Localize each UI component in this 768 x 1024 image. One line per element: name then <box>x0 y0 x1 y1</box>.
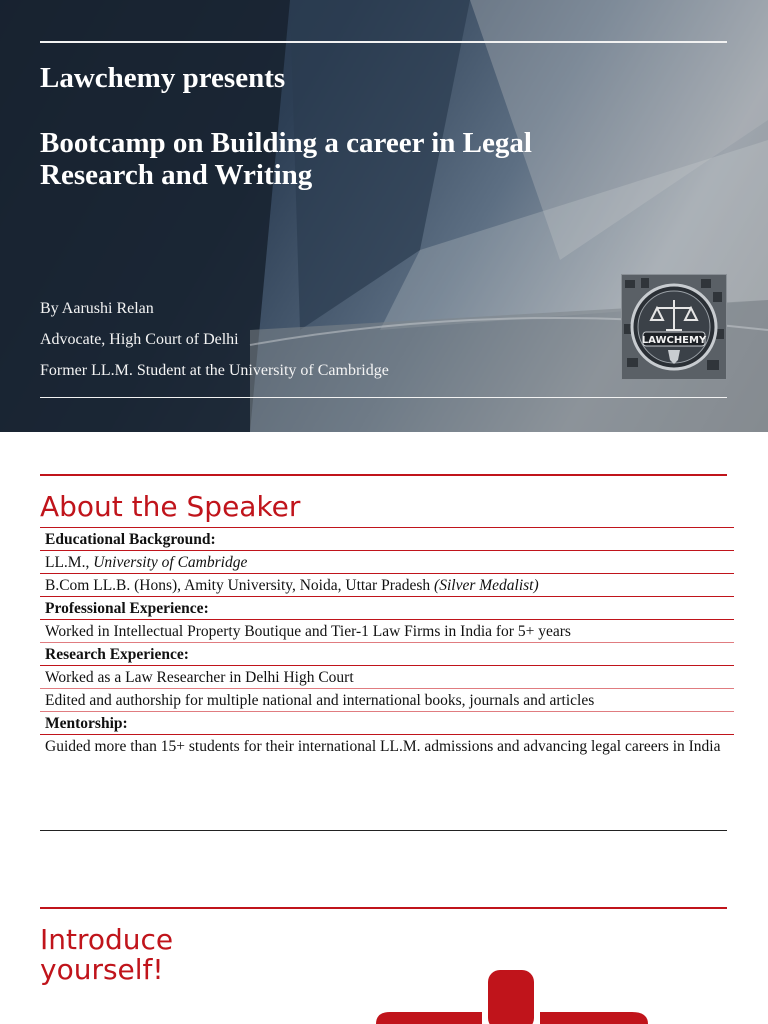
table-row <box>40 620 734 643</box>
mentorship-heading: Mentorship: <box>40 712 734 735</box>
research-heading: Research Experience: <box>40 643 734 666</box>
bootcamp-title-line-2: Research and Writing <box>40 159 313 191</box>
introduce-yourself-heading <box>40 925 173 985</box>
table-row <box>40 712 734 735</box>
table-row <box>40 574 734 597</box>
speaker-former: Former LL.M. Student at the University of Cambridge <box>40 362 389 379</box>
about-top-divider <box>40 474 727 476</box>
lawchemy-logo <box>621 274 727 380</box>
bcom-note: (Silver Medalist) <box>434 577 539 594</box>
research-text-2: Edited and authorship for multiple national and international books, journals and articles <box>40 689 734 712</box>
person-icon <box>370 968 660 1024</box>
education-heading: Educational Background: <box>40 528 734 551</box>
bcom-text: B.Com LL.B. (Hons), Amity University, Noida, Uttar Pradesh <box>45 577 435 594</box>
hero-top-divider <box>40 41 727 43</box>
speaker-role: Advocate, High Court of Delhi <box>40 331 239 348</box>
llm-entry <box>40 551 734 574</box>
table-row <box>40 735 734 758</box>
bcom-entry <box>40 574 734 597</box>
about-speaker-heading: About the Speaker <box>40 490 301 523</box>
bootcamp-title-line-1: Bootcamp on Building a career in Legal <box>40 127 532 159</box>
logo-wordmark: LAWCHEMY <box>641 335 707 346</box>
bootcamp-title <box>40 127 532 191</box>
introduce-heading-line-1: Introduce <box>40 923 174 956</box>
table-row <box>40 597 734 620</box>
table-row <box>40 643 734 666</box>
table-row <box>40 551 734 574</box>
introduce-heading-line-2: yourself! <box>40 953 164 986</box>
mentorship-text: Guided more than 15+ students for their international LL.M. admissions and advancing legal careers in India <box>45 738 721 755</box>
intro-top-divider <box>40 907 727 909</box>
about-bottom-divider <box>40 830 727 831</box>
presenter-heading: Lawchemy presents <box>40 62 286 94</box>
professional-text: Worked in Intellectual Property Boutique and Tier-1 Law Firms in India for 5+ years <box>40 620 734 643</box>
professional-heading: Professional Experience: <box>40 597 734 620</box>
speaker-details-table <box>40 527 734 757</box>
llm-prefix: LL.M., <box>45 554 94 571</box>
table-row <box>40 528 734 551</box>
llm-university: University of Cambridge <box>93 554 248 571</box>
speaker-byline: By Aarushi Relan <box>40 300 154 317</box>
table-row <box>40 666 734 689</box>
research-text-1: Worked as a Law Researcher in Delhi High Court <box>40 666 734 689</box>
table-row <box>40 689 734 712</box>
hero-bottom-divider <box>40 397 727 398</box>
hero-banner <box>0 0 768 432</box>
